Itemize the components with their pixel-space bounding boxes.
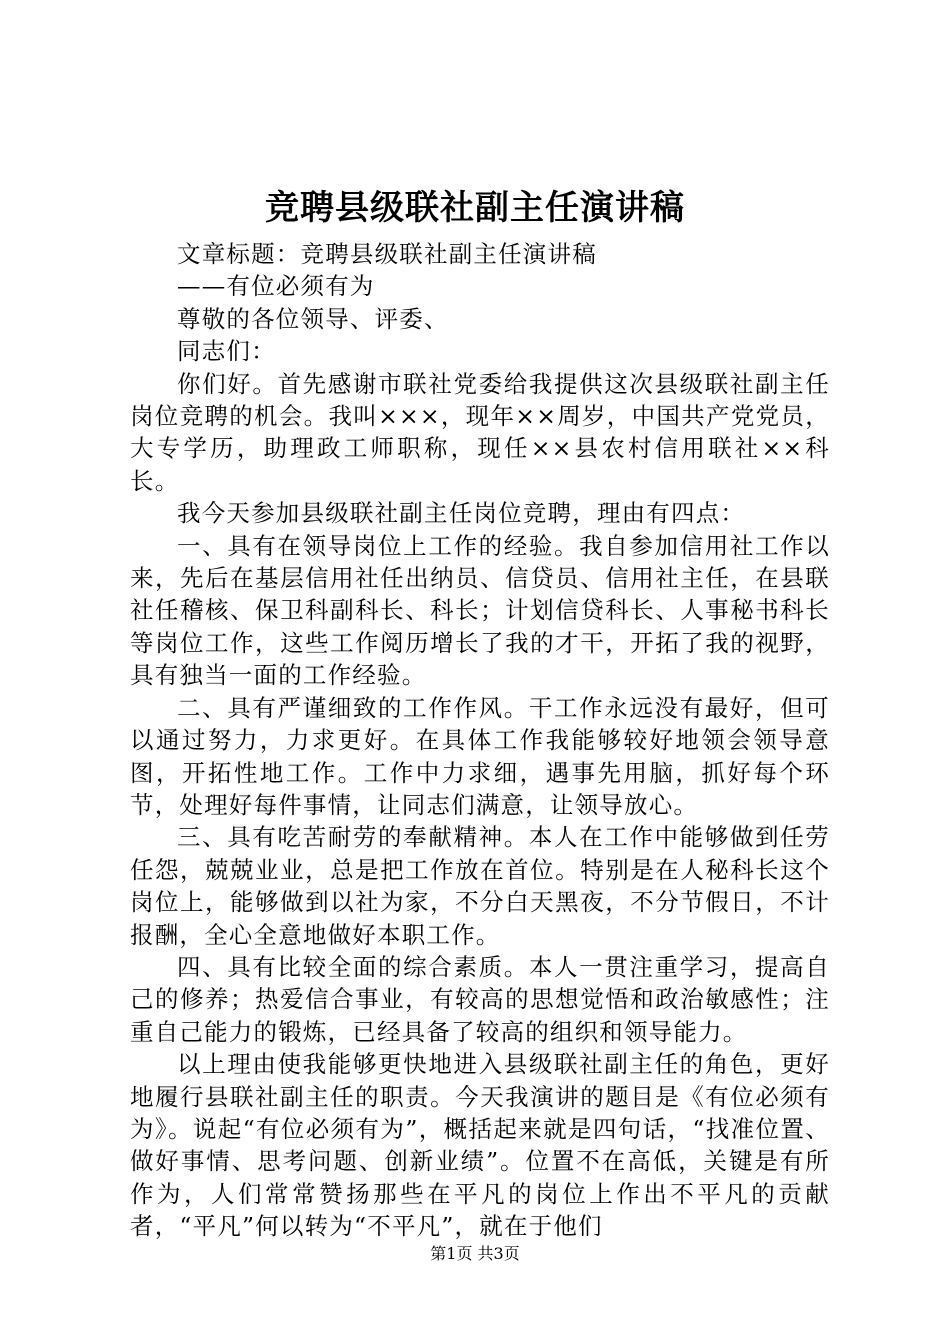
document-body (130, 238, 830, 1243)
paragraph-intro: 你们好。首先感谢市联社党委给我提供这次县级联社副主任岗位竞聘的机会。我叫×××，现年××周岁，中国共产党党员，大专学历，助理政工师职称，现任××县农村信用联社××科长。 (130, 369, 830, 495)
salutation-line-2: 同志们： (177, 337, 276, 366)
paragraph-reason-4: 四、具有比较全面的综合素质。本人一贯注重学习，提高自己的修养；热爱信合事业，有较高的思想觉悟和政治敏感性；注重自己能力的锻炼，已经具备了较高的组织和领导能力。 (130, 952, 830, 1046)
paragraph-reason-1: 一、具有在领导岗位上工作的经验。我自参加信用社工作以来，先后在基层信用社任出纳员、信贷员、信用社主任，在县联社任稽核、保卫科副科长、科长；计划信贷科长、人事秘书科长等岗位工作，这些工作阅历增长了我的才干，开拓了我的视野，具有独当一面的工作经验。 (130, 531, 830, 690)
document-title: 竞聘县级联社副主任演讲稿 (265, 188, 685, 228)
subtitle-line: ——有位必须有为 (177, 272, 375, 301)
paragraph-reason-2: 二、具有严谨细致的工作作风。干工作永远没有最好，但可以通过努力，力求更好。在具体工作我能够较好地领会领导意图，开拓性地工作。工作中力求细，遇事先用脑，抓好每个环节，处理好每件事情，让同志们满意，让领导放心。 (130, 693, 830, 819)
paragraph-reasons: 我今天参加县级联社副主任岗位竞聘，理由有四点： (177, 499, 746, 528)
paragraph-conclusion: 以上理由使我能够更快地进入县级联社副主任的角色，更好地履行县联社副主任的职责。今天我演讲的题目是《有位必须有为》。说起“有位必须有为”，概括起来就是四句话，“找准位置、做好事情、思考问题、创新业绩”。位置不在高低，关键是有所作为，人们常常赞扬那些在平凡的岗位上作出不平凡的贡献者，“平凡”何以转为“不平凡”，就在于他们 (130, 1050, 830, 1241)
paragraph-reason-3: 三、具有吃苦耐劳的奉献精神。本人在工作中能够做到任劳任怨，兢兢业业，总是把工作放在首位。特别是在人秘科长这个岗位上，能够做到以社为家，不分白天黑夜，不分节假日，不计报酬，全心全意地做好本职工作。 (130, 823, 830, 949)
article-title-line: 文章标题：竞聘县级联社副主任演讲稿 (177, 240, 597, 268)
salutation-line: 尊敬的各位领导、评委、 (177, 304, 449, 333)
page-number-footer: 第1页 共3页 (430, 1244, 520, 1263)
